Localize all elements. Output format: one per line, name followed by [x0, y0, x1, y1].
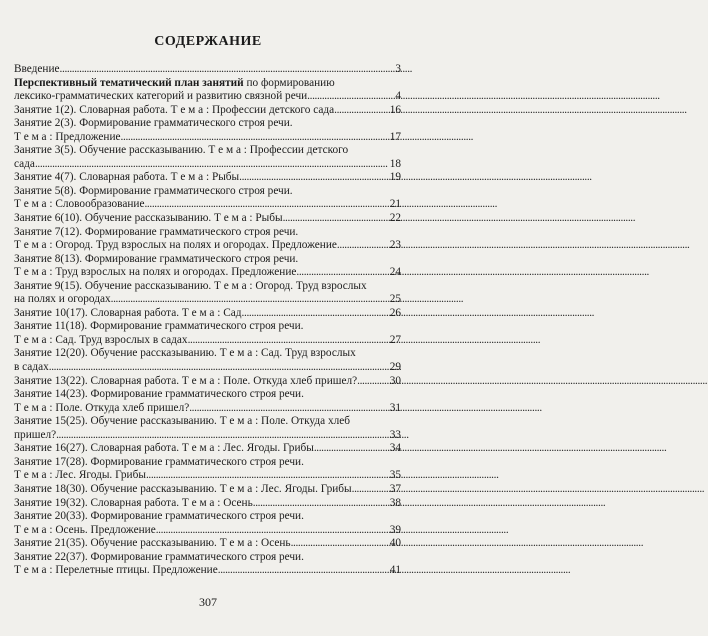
toc-line	[14, 104, 401, 118]
dot-leader	[291, 537, 388, 551]
toc-line	[14, 320, 401, 334]
toc-line	[14, 171, 401, 185]
page-number: 307	[199, 595, 217, 609]
toc-entry-title: Т е м а : Лес. Ягоды. Грибы	[14, 469, 146, 482]
toc-entry-continuation: в садах	[14, 361, 49, 374]
toc-entry-text	[14, 510, 304, 524]
table-of-contents	[14, 63, 401, 578]
toc-entry-text	[14, 334, 188, 348]
toc-line-continuation	[14, 158, 401, 172]
toc-line	[14, 239, 401, 253]
toc-line	[14, 266, 401, 280]
toc-entry-title: Занятие 13(22). Словарная работа. Т е м а : Поле. Откуда хлеб пришел?	[14, 374, 358, 387]
page-title: СОДЕРЖАНИЕ	[154, 34, 262, 49]
toc-entry-title: Т е м а : Огород. Труд взрослых на полях и огородах. Предложение	[14, 239, 337, 252]
dot-leader	[242, 307, 388, 321]
toc-entry-title: Т е м а : Осень. Предложение	[14, 523, 156, 536]
toc-line	[14, 415, 401, 429]
toc-entry-title: Занятие 9(15). Обучение рассказыванию. Т е м а : Огород. Труд взрослых	[14, 279, 367, 292]
toc-entry[interactable]	[14, 510, 401, 524]
dot-leader	[352, 483, 388, 497]
dot-leader	[156, 524, 388, 538]
toc-entry[interactable]	[14, 334, 401, 348]
dot-leader	[337, 239, 388, 253]
toc-page-number: 19	[389, 171, 401, 184]
toc-entry-continuation: лексико-грамматических категорий и развитию связной речи	[14, 90, 308, 103]
toc-entry[interactable]	[14, 469, 401, 483]
toc-entry-title: Занятие 17(28). Формирование грамматического строя речи.	[14, 455, 304, 468]
toc-entry-bold-text: Перспективный тематический план занятий	[14, 76, 244, 89]
toc-entry-text	[14, 185, 293, 199]
toc-line	[14, 564, 401, 578]
dot-leader	[56, 429, 388, 443]
toc-entry-text	[14, 266, 296, 280]
toc-line	[14, 280, 401, 294]
toc-entry[interactable]	[14, 212, 401, 226]
toc-entry[interactable]	[14, 497, 401, 511]
toc-entry-continuation: сада	[14, 157, 35, 170]
toc-page-number: 34	[389, 442, 401, 455]
toc-entry[interactable]	[14, 307, 401, 321]
toc-line	[14, 198, 401, 212]
toc-entry[interactable]	[14, 415, 401, 442]
toc-entry[interactable]	[14, 239, 401, 253]
toc-page-number: 40	[389, 537, 401, 550]
toc-line	[14, 347, 401, 361]
dot-leader	[283, 212, 388, 226]
toc-entry-text	[14, 388, 304, 402]
toc-line	[14, 537, 401, 551]
toc-page-number: 37	[389, 482, 401, 495]
toc-entry-text	[14, 375, 357, 389]
toc-entry-text	[14, 226, 298, 240]
toc-line	[14, 185, 401, 199]
toc-entry[interactable]	[14, 402, 401, 416]
toc-entry-title: Т е м а : Труд взрослых на полях и огородах. Предложение	[14, 266, 297, 279]
toc-entry[interactable]	[14, 117, 401, 131]
dot-leader	[307, 90, 393, 104]
toc-entry-text	[14, 320, 303, 334]
toc-line	[14, 131, 401, 145]
dot-leader	[296, 266, 387, 280]
dot-leader	[188, 334, 388, 348]
toc-entry[interactable]	[14, 347, 401, 374]
toc-page-number: 33	[389, 428, 401, 441]
toc-page-number: 29	[389, 361, 401, 374]
toc-entry[interactable]	[14, 253, 401, 267]
toc-page-number: 35	[389, 469, 401, 482]
toc-entry[interactable]	[14, 266, 401, 280]
toc-line	[14, 456, 401, 470]
toc-entry[interactable]	[14, 280, 401, 307]
toc-page-number: 31	[389, 401, 401, 414]
toc-line	[14, 307, 401, 321]
toc-entry-title: Занятие 12(20). Обучение рассказыванию. Т е м а : Сад. Труд взрослых	[14, 347, 356, 360]
toc-line	[14, 469, 401, 483]
toc-entry[interactable]	[14, 104, 401, 118]
toc-page-number: 30	[389, 374, 401, 387]
toc-entry-title: Занятие 6(10). Обучение рассказыванию. Т е м а : Рыбы	[14, 212, 283, 225]
toc-entry-text	[14, 239, 337, 253]
toc-entry-title: Т е м а : Перелетные птицы. Предложение	[14, 564, 218, 577]
toc-line	[14, 442, 401, 456]
toc-page-number: 27	[389, 333, 401, 346]
toc-line	[14, 63, 401, 77]
toc-entry-text	[14, 117, 293, 131]
toc-entry-title: Занятие 4(7). Словарная работа. Т е м а : Рыбы	[14, 171, 240, 184]
toc-entry[interactable]	[14, 375, 401, 389]
toc-entry-title: Занятие 21(35). Обучение рассказыванию. Т е м а : Осень	[14, 537, 291, 550]
toc-entry[interactable]	[14, 185, 401, 199]
toc-line	[14, 117, 401, 131]
toc-page-number: 38	[389, 496, 401, 509]
toc-entry-continuation: пришел?	[14, 428, 57, 441]
toc-page-number: 25	[389, 293, 401, 306]
toc-entry[interactable]	[14, 144, 401, 171]
toc-entry[interactable]	[14, 388, 401, 402]
toc-entry-title: Т е м а : Предложение	[14, 130, 121, 143]
toc-entry[interactable]	[14, 483, 401, 497]
toc-entry[interactable]	[14, 524, 401, 538]
toc-page-number: 21	[389, 198, 401, 211]
toc-line-continuation	[14, 429, 401, 443]
toc-entry-title: Введение	[14, 63, 60, 75]
toc-entry-text	[14, 104, 334, 118]
toc-entry-text	[14, 63, 60, 77]
toc-line	[14, 483, 401, 497]
dot-leader	[218, 564, 388, 578]
toc-entry-text	[14, 564, 218, 578]
toc-entry[interactable]	[14, 537, 401, 551]
toc-entry-text	[14, 131, 121, 145]
toc-entry-title: Занятие 19(32). Словарная работа. Т е м а : Осень	[14, 496, 253, 509]
toc-line	[14, 212, 401, 226]
toc-entry[interactable]	[14, 63, 401, 77]
toc-page-number: 22	[389, 212, 401, 225]
toc-line-continuation	[14, 90, 401, 104]
toc-line	[14, 402, 401, 416]
toc-line	[14, 497, 401, 511]
toc-page-number: 26	[389, 306, 401, 319]
toc-entry-title: Занятие 10(17). Словарная работа. Т е м а : Сад	[14, 306, 242, 319]
toc-entry-text	[14, 537, 291, 551]
toc-entry-title: Занятие 11(18). Формирование грамматического строя речи.	[14, 320, 304, 333]
toc-entry-title: Занятие 18(30). Обучение рассказыванию. Т е м а : Лес. Ягоды. Грибы	[14, 482, 352, 495]
toc-entry-text	[14, 171, 239, 185]
toc-entry-text	[14, 442, 314, 456]
toc-entry[interactable]	[14, 564, 401, 578]
toc-entry[interactable]	[14, 226, 401, 240]
toc-entry-title: Занятие 20(33). Формирование грамматического строя речи.	[14, 510, 304, 523]
toc-page-number: 3	[395, 63, 401, 75]
toc-entry[interactable]	[14, 77, 401, 104]
toc-line	[14, 524, 401, 538]
toc-page-number: 18	[389, 157, 401, 170]
toc-page-number: 41	[389, 564, 401, 577]
dot-leader	[35, 158, 388, 172]
toc-entry-text	[14, 551, 304, 565]
toc-entry[interactable]	[14, 198, 401, 212]
toc-line	[14, 226, 401, 240]
toc-entry-text	[14, 415, 350, 429]
dot-leader	[49, 361, 388, 375]
toc-entry-text	[14, 253, 298, 267]
toc-entry[interactable]	[14, 442, 401, 456]
toc-entry-title: Занятие 16(27). Словарная работа. Т е м а : Лес. Ягоды. Грибы	[14, 442, 314, 455]
dot-leader	[357, 375, 388, 389]
toc-entry-text	[14, 524, 156, 538]
toc-line	[14, 77, 401, 91]
toc-entry-text	[14, 77, 335, 91]
toc-entry-text	[14, 402, 189, 416]
toc-page-number: 23	[389, 239, 401, 252]
toc-entry-text	[14, 212, 283, 226]
toc-line	[14, 551, 401, 565]
toc-page-number: 17	[389, 130, 401, 143]
toc-entry-continuation: на полях и огородах	[14, 293, 111, 306]
dot-leader	[60, 63, 394, 77]
toc-line	[14, 334, 401, 348]
dot-leader	[253, 497, 388, 511]
dot-leader	[144, 198, 387, 212]
toc-entry-title: Т е м а : Поле. Откуда хлеб пришел?	[14, 401, 190, 414]
toc-entry-text	[14, 144, 348, 158]
dot-leader	[239, 171, 388, 185]
toc-page-number: 24	[389, 266, 401, 279]
dot-leader	[146, 469, 388, 483]
dot-leader	[121, 131, 388, 145]
dot-leader	[334, 104, 388, 118]
toc-entry-title: Занятие 15(25). Обучение рассказыванию. Т е м а : Поле. Откуда хлеб	[14, 415, 350, 428]
toc-line-continuation	[14, 361, 401, 375]
toc-entry-title: Занятие 1(2). Словарная работа. Т е м а : Профессии детского сада	[14, 103, 335, 116]
toc-entry-text	[14, 347, 356, 361]
toc-line-continuation	[14, 293, 401, 307]
toc-entry-text	[14, 198, 144, 212]
toc-entry-text	[14, 483, 352, 497]
toc-entry[interactable]	[14, 456, 401, 470]
toc-entry[interactable]	[14, 320, 401, 334]
toc-entry-title: Занятие 14(23). Формирование грамматического строя речи.	[14, 388, 304, 401]
toc-entry-title: Занятие 2(3). Формирование грамматического строя речи.	[14, 117, 293, 130]
toc-entry-title: Занятие 3(5). Обучение рассказыванию. Т е м а : Профессии детского	[14, 144, 349, 157]
toc-entry-title: Т е м а : Сад. Труд взрослых в садах	[14, 333, 188, 346]
toc-entry-text	[14, 469, 146, 483]
toc-entry[interactable]	[14, 551, 401, 565]
toc-entry[interactable]	[14, 171, 401, 185]
toc-line	[14, 253, 401, 267]
dot-leader	[189, 402, 387, 416]
toc-entry[interactable]	[14, 131, 401, 145]
toc-page-number: 4	[395, 90, 401, 103]
toc-entry-text	[14, 497, 253, 511]
dot-leader	[314, 442, 388, 456]
toc-entry-title: Занятие 7(12). Формирование грамматического строя речи.	[14, 225, 299, 238]
toc-page-number: 16	[389, 103, 401, 116]
toc-line	[14, 510, 401, 524]
toc-line	[14, 144, 401, 158]
toc-entry-text	[14, 456, 304, 470]
toc-page-number: 39	[389, 523, 401, 536]
toc-entry-title: Занятие 5(8). Формирование грамматического строя речи.	[14, 184, 293, 197]
toc-entry-title: по формированию	[243, 76, 335, 89]
toc-entry-text	[14, 307, 242, 321]
toc-entry-title: Занятие 8(13). Формирование грамматического строя речи.	[14, 252, 299, 265]
toc-entry-title: Т е м а : Словообразование	[14, 198, 145, 211]
dot-leader	[111, 293, 388, 307]
toc-entry-title: Занятие 22(37). Формирование грамматического строя речи.	[14, 550, 304, 563]
toc-line	[14, 375, 401, 389]
toc-entry-text	[14, 280, 367, 294]
toc-line	[14, 388, 401, 402]
